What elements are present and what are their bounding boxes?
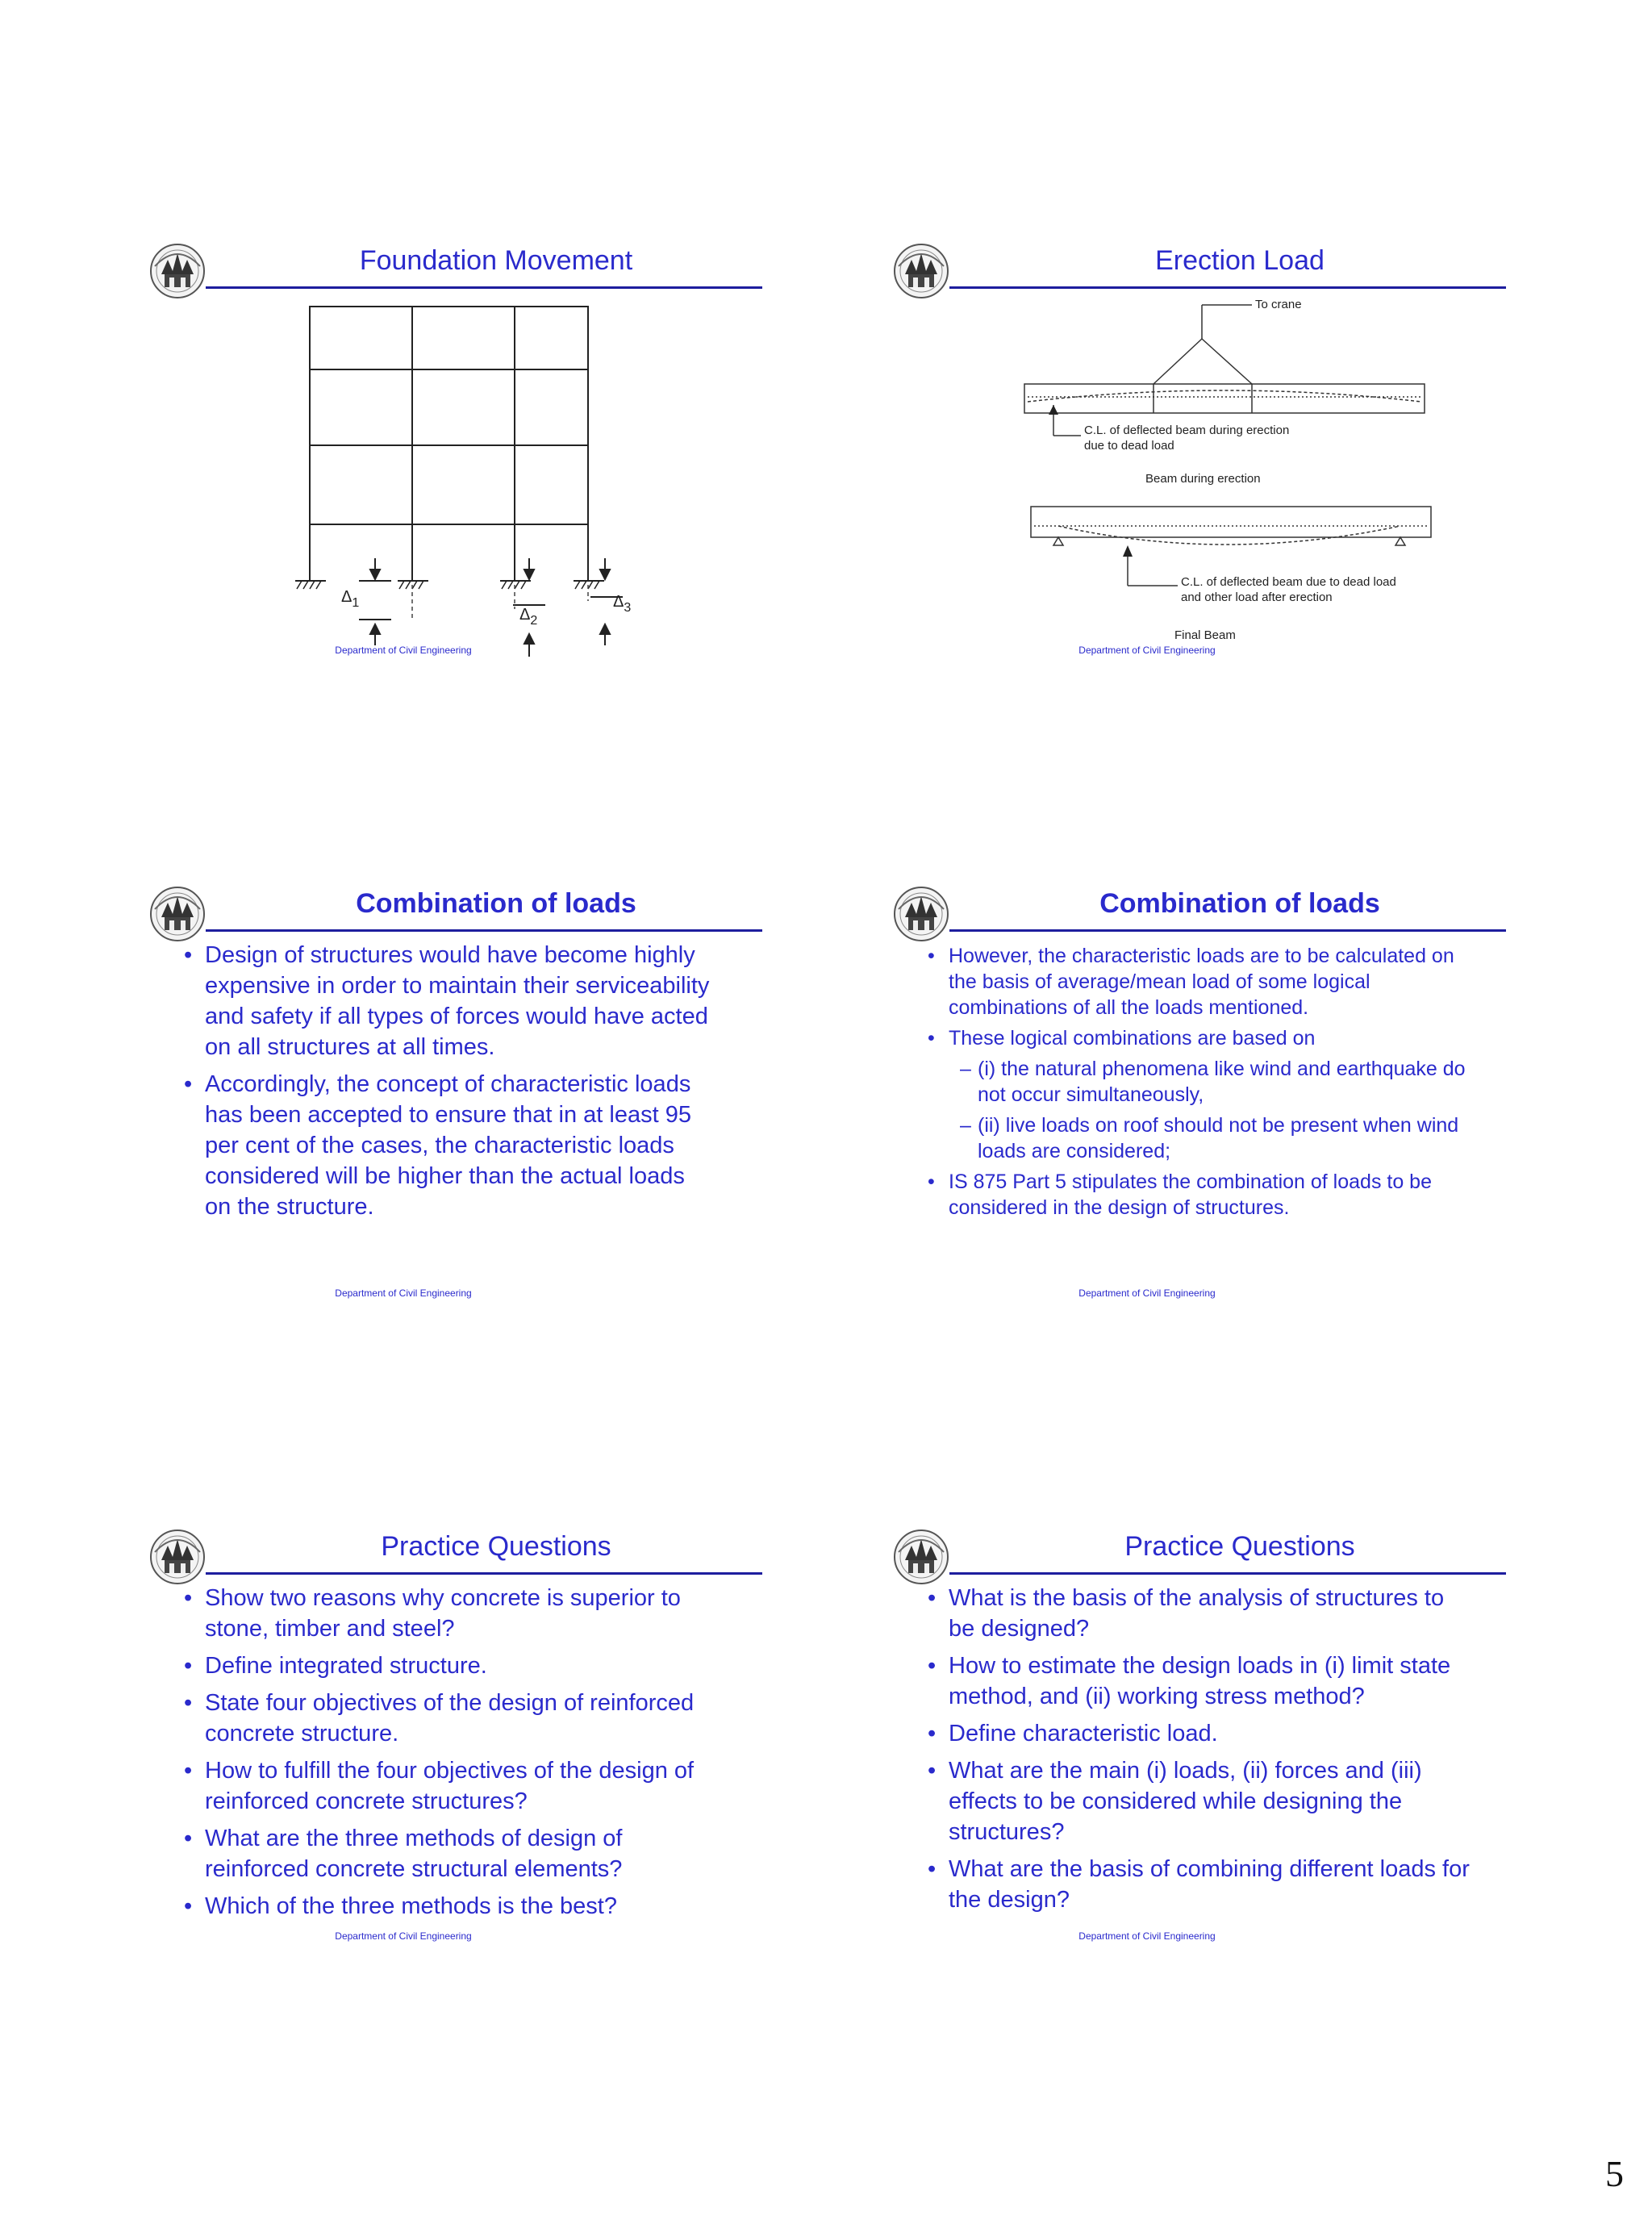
title-divider xyxy=(949,1572,1506,1575)
slide-title: Combination of loads xyxy=(1099,888,1380,919)
slide-footer: Department of Civil Engineering xyxy=(335,645,472,656)
list-item: • Accordingly, the concept of characteristic loads has been accepted to ensure that in at least 95 per cent of the cases, the characteristic loads considered will be higher than the actual loads on the structure. xyxy=(179,1069,711,1222)
slide-title: Erection Load xyxy=(1155,245,1325,276)
sub-list-item: – (ii) live loads on roof should not be present when wind loads are considered; xyxy=(923,1112,1471,1164)
list-item: • Which of the three methods is the best? xyxy=(179,1891,728,1922)
slide-footer: Department of Civil Engineering xyxy=(1078,1287,1216,1299)
bullet-list xyxy=(179,1583,728,1928)
list-item: • How to estimate the design loads in (i) limit state method, and (ii) working stress method? xyxy=(923,1651,1471,1712)
bullet-list xyxy=(179,940,711,1229)
list-item: • IS 875 Part 5 stipulates the combination of loads to be considered in the design of structures. xyxy=(923,1169,1471,1221)
beam-during-erection-label: Beam during erection xyxy=(1145,472,1261,486)
slide-title: Practice Questions xyxy=(381,1531,611,1562)
slide-erection-load xyxy=(873,226,1599,742)
slide-footer: Department of Civil Engineering xyxy=(335,1287,472,1299)
cl-deflected-erection-label: C.L. of deflected beam during erection xyxy=(1084,424,1290,437)
list-item: • What are the three methods of design of reinforced concrete structural elements? xyxy=(179,1823,728,1884)
title-divider xyxy=(206,929,762,932)
page-number: 5 xyxy=(1605,2153,1624,2194)
title-divider xyxy=(206,1572,762,1575)
college-logo-icon xyxy=(892,1528,950,1586)
list-item: • State four objectives of the design of reinforced concrete structure. xyxy=(179,1688,728,1749)
bullet-list xyxy=(923,943,1471,1225)
slide-practice-questions-1 xyxy=(129,1512,855,2028)
slide-title: Practice Questions xyxy=(1124,1531,1355,1562)
frame-settlement-diagram xyxy=(129,226,855,678)
cl-deflected-final-label: C.L. of deflected beam due to dead load xyxy=(1181,575,1396,589)
delta-2-label: $\Delta_2$ xyxy=(519,606,538,628)
college-logo-icon xyxy=(892,885,950,943)
bullet-list xyxy=(923,1583,1471,1922)
slide-title: Foundation Movement xyxy=(359,245,633,276)
slide-title: Combination of loads xyxy=(356,888,636,919)
college-logo-icon xyxy=(148,1528,206,1586)
list-item: • However, the characteristic loads are to be calculated on the basis of average/mean load of some logical combinations of all the loads mentioned. xyxy=(923,943,1471,1020)
list-item: • How to fulfill the four objectives of the design of reinforced concrete structures? xyxy=(179,1755,728,1817)
slide-footer: Department of Civil Engineering xyxy=(1078,645,1216,656)
cl-deflected-final-label-2: and other load after erection xyxy=(1181,591,1333,604)
list-item: • Define characteristic load. xyxy=(923,1718,1471,1749)
list-item: • Show two reasons why concrete is superior to stone, timber and steel? xyxy=(179,1583,728,1644)
cl-deflected-erection-label-2: due to dead load xyxy=(1084,439,1174,453)
slide-combination-of-loads-2 xyxy=(873,869,1599,1385)
slide-practice-questions-2 xyxy=(873,1512,1599,2028)
list-item: • What are the basis of combining different loads for the design? xyxy=(923,1854,1471,1915)
title-divider xyxy=(949,929,1506,932)
final-beam-label: Final Beam xyxy=(1174,628,1236,642)
college-logo-icon xyxy=(148,885,206,943)
list-item: • What are the main (i) loads, (ii) forces and (iii) effects to be considered while designing the structures? xyxy=(923,1755,1471,1847)
slide-foundation-movement xyxy=(129,226,855,742)
to-crane-label: To crane xyxy=(1255,298,1302,311)
slide-footer: Department of Civil Engineering xyxy=(335,1930,472,1942)
list-item: • Design of structures would have become highly expensive in order to maintain their serviceability and safety if all types of forces would have acted on all structures at all times. xyxy=(179,940,711,1062)
slide-combination-of-loads-1 xyxy=(129,869,855,1385)
delta-1-label: $\Delta_1$ xyxy=(341,588,360,610)
delta-3-label: $\Delta_3$ xyxy=(613,593,632,615)
list-item: • Define integrated structure. xyxy=(179,1651,728,1681)
slide-footer: Department of Civil Engineering xyxy=(1078,1930,1216,1942)
sub-list-item: – (i) the natural phenomena like wind and earthquake do not occur simultaneously, xyxy=(923,1056,1471,1108)
list-item: • These logical combinations are based on xyxy=(923,1025,1471,1051)
erection-beam-diagram xyxy=(873,226,1599,678)
list-item: • What is the basis of the analysis of structures to be designed? xyxy=(923,1583,1471,1644)
